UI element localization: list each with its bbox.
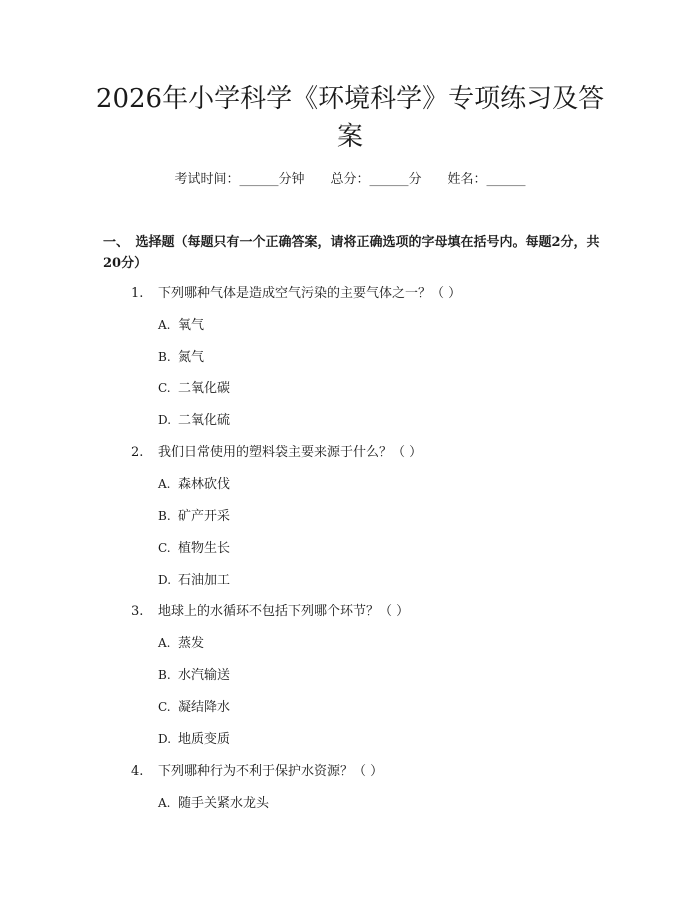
exam-info: [0, 168, 700, 187]
option-letter: D.: [158, 573, 172, 587]
option-letter: A.: [158, 477, 171, 491]
option-text: 氮气: [178, 350, 205, 365]
option-letter: B.: [158, 668, 171, 682]
option-2d: [158, 569, 230, 588]
student-name: 姓名：______: [447, 172, 526, 187]
exam-time: 考试时间：______分钟: [174, 172, 305, 187]
question-text: 下列哪种行为不利于保护水资源？（ ）: [158, 764, 384, 779]
option-3a: [158, 632, 204, 651]
question-number: 1.: [131, 286, 144, 301]
option-letter: C.: [158, 381, 171, 395]
option-letter: A.: [158, 318, 171, 332]
option-2c: [158, 537, 230, 556]
option-1a: [158, 314, 204, 333]
option-2b: [158, 505, 230, 524]
option-1b: [158, 346, 204, 365]
option-1d: [158, 409, 230, 428]
option-3d: [158, 728, 230, 747]
option-text: 地质变质: [178, 732, 231, 747]
option-text: 植物生长: [178, 541, 231, 556]
question-text: 下列哪种气体是造成空气污染的主要气体之一？（ ）: [158, 286, 462, 301]
option-text: 二氧化硫: [178, 413, 231, 428]
option-letter: C.: [158, 541, 171, 555]
option-letter: C.: [158, 700, 171, 714]
question-1: [131, 282, 461, 301]
option-text: 随手关紧水龙头: [178, 796, 270, 811]
option-3b: [158, 664, 230, 683]
question-4: [131, 760, 383, 779]
option-text: 凝结降水: [178, 700, 231, 715]
option-text: 二氧化碳: [178, 381, 231, 396]
question-number: 2.: [131, 445, 144, 460]
option-2a: [158, 473, 230, 492]
option-letter: A.: [158, 796, 171, 810]
option-letter: B.: [158, 509, 171, 523]
option-letter: D.: [158, 732, 172, 746]
option-letter: B.: [158, 350, 171, 364]
question-text: 地球上的水循环不包括下列哪个环节？（ ）: [158, 604, 410, 619]
document-title: 2026年小学科学《环境科学》专项练习及答案: [95, 84, 605, 152]
question-text: 我们日常使用的塑料袋主要来源于什么？（ ）: [158, 445, 423, 460]
question-number: 3.: [131, 604, 144, 619]
question-2: [131, 441, 422, 460]
option-text: 蒸发: [178, 636, 205, 651]
option-letter: D.: [158, 413, 172, 427]
option-4a: [158, 792, 269, 811]
option-text: 水汽输送: [178, 668, 231, 683]
option-3c: [158, 696, 230, 715]
option-text: 矿产开采: [178, 509, 231, 524]
question-number: 4.: [131, 764, 144, 779]
section-heading: 一、 选择题（每题只有一个正确答案，请将正确选项的字母填在括号内。每题2分，共20分）: [103, 235, 600, 271]
question-3: [131, 600, 409, 619]
option-text: 森林砍伐: [178, 477, 231, 492]
option-text: 石油加工: [178, 573, 231, 588]
option-text: 氧气: [178, 318, 205, 333]
total-score: 总分：______分: [330, 172, 422, 187]
option-1c: [158, 377, 230, 396]
option-letter: A.: [158, 636, 171, 650]
